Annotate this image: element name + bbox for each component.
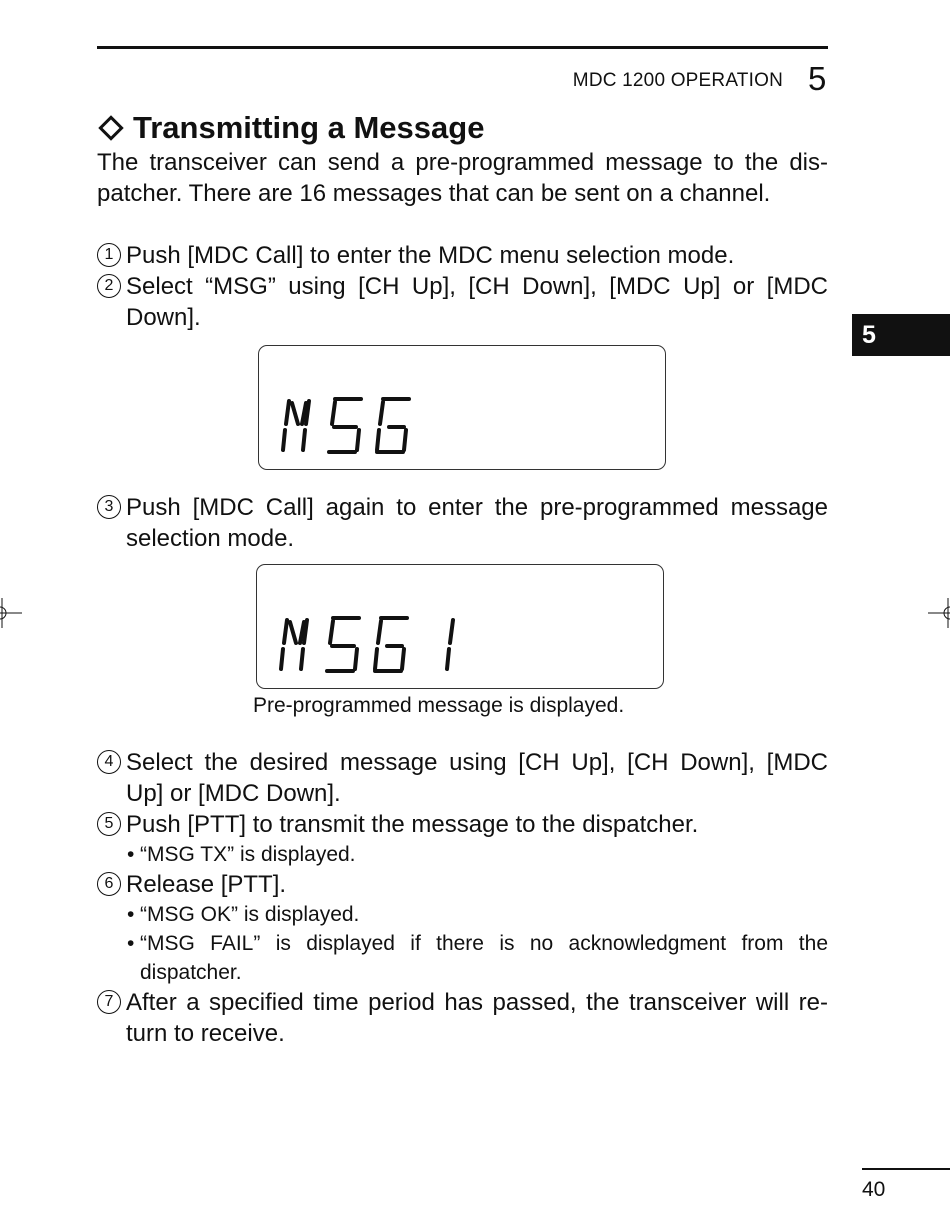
bullet: •	[127, 903, 135, 926]
step-text: Select the desired message using [CH Up], [CH Down], [MDC	[126, 749, 828, 776]
step-number: 1	[97, 243, 121, 267]
step-7	[97, 987, 828, 1049]
note-text: dispatcher.	[140, 961, 242, 984]
chapter-number: 5	[808, 60, 827, 97]
step-text: Select “MSG” using [CH Up], [CH Down], [MDC Up] or [MDC	[126, 273, 828, 300]
step-number: 7	[97, 990, 121, 1014]
step-number: 4	[97, 750, 121, 774]
section-title: MDC 1200 OPERATION	[572, 70, 783, 91]
step-5	[97, 809, 828, 840]
note-text: “MSG TX” is displayed.	[140, 843, 356, 866]
page-number: 40	[862, 1178, 886, 1201]
top-rule	[97, 46, 828, 49]
step-number: 5	[97, 812, 121, 836]
registration-mark-right	[926, 596, 950, 630]
step-2	[97, 271, 828, 333]
lcd-display	[256, 564, 664, 689]
step-4	[97, 747, 828, 809]
chapter-side-tab: 5	[852, 314, 950, 356]
step-1	[97, 240, 828, 271]
step-text: Release [PTT].	[126, 871, 287, 898]
lcd-display	[258, 345, 666, 470]
note-item	[127, 929, 828, 987]
bullet: •	[127, 843, 135, 866]
step-text: After a specified time period has passed, the transceiver will re-	[126, 989, 828, 1016]
step-number: 6	[97, 872, 121, 896]
note-text: “MSG OK” is displayed.	[140, 903, 360, 926]
note-text: “MSG FAIL” is displayed if there is no acknowledgment from the	[140, 932, 828, 955]
step-text: Push [PTT] to transmit the message to the dispatcher.	[126, 811, 699, 838]
bullet: •	[127, 932, 135, 955]
step-3	[97, 492, 828, 554]
step-text: Down].	[126, 304, 201, 331]
intro-line: patcher. There are 16 messages that can be sent on a channel.	[97, 180, 771, 207]
step-text: Up] or [MDC Down].	[126, 780, 341, 807]
footer-rule	[862, 1168, 950, 1170]
display-caption: Pre-programmed message is displayed.	[253, 694, 625, 717]
step-text: Push [MDC Call] again to enter the pre-programmed message	[126, 494, 828, 521]
heading-text: Transmitting a Message	[133, 110, 485, 145]
lcd-segments	[259, 346, 665, 469]
registration-mark-left	[0, 596, 24, 630]
step-number: 2	[97, 274, 121, 298]
section-heading	[97, 110, 484, 146]
step-number: 3	[97, 495, 121, 519]
intro-line: The transceiver can send a pre-programmed message to the dis-	[97, 149, 828, 176]
step-text: turn to receive.	[126, 1020, 285, 1047]
step-6	[97, 869, 828, 900]
step-text: selection mode.	[126, 525, 295, 552]
lcd-segments	[257, 565, 663, 688]
intro-paragraph	[97, 147, 828, 209]
diamond-icon	[98, 115, 123, 140]
note-item	[127, 840, 828, 869]
note-item	[127, 900, 828, 929]
step-text: Push [MDC Call] to enter the MDC menu selection mode.	[126, 242, 735, 269]
